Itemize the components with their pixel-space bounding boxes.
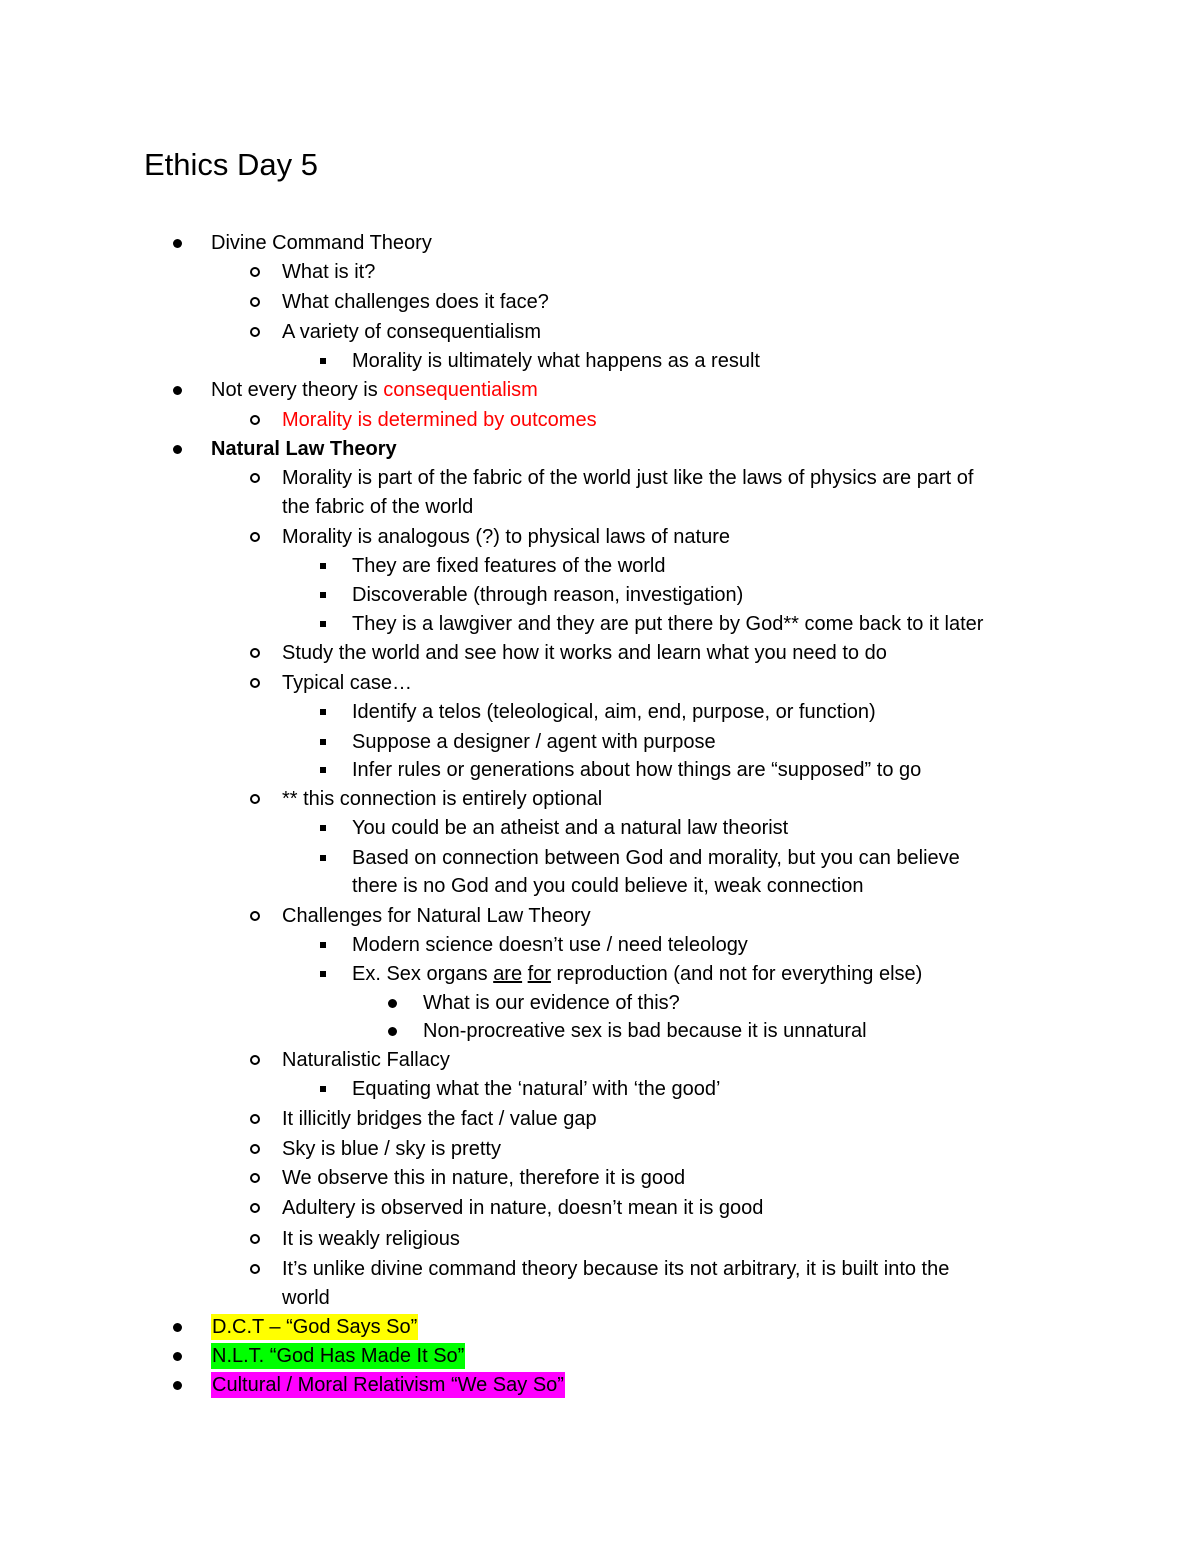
text-run: Discoverable (through reason, investigation)	[352, 584, 744, 606]
text-run: Based on connection between God and morality, but you can believe	[352, 847, 960, 869]
circle-bullet-icon	[250, 1264, 260, 1274]
text-run: are	[493, 963, 523, 985]
outline-item-level-2	[282, 1106, 597, 1132]
outline-item-level-3	[352, 961, 922, 987]
square-bullet-icon	[320, 621, 326, 627]
outline-item-level-3	[352, 582, 743, 608]
disc-bullet-icon	[173, 1381, 182, 1390]
text-run: It illicitly bridges the fact / value gap	[282, 1108, 597, 1130]
outline-item-level-2	[282, 1226, 460, 1252]
text-run: there is no God and you could believe it, weak connection	[352, 875, 864, 897]
square-bullet-icon	[320, 1086, 326, 1092]
outline-item-level-2	[282, 259, 375, 285]
disc-bullet-icon	[173, 239, 182, 248]
highlighted-summary: N.L.T. “God Has Made It So”	[212, 1345, 465, 1367]
outline-item-level-2	[282, 1136, 501, 1162]
disc-bullet-icon	[173, 1352, 182, 1361]
outline-item-level-4	[423, 990, 680, 1016]
text-run: Infer rules or generations about how things are “supposed” to go	[352, 759, 922, 781]
text-run: Naturalistic Fallacy	[282, 1049, 450, 1071]
disc-bullet-icon	[388, 1027, 397, 1036]
text-run: consequentialism	[383, 379, 538, 401]
outline-item-level-2	[282, 465, 973, 491]
outline-item-level-2	[282, 1256, 949, 1282]
outline-item-level-1	[211, 377, 538, 403]
text-run: They is a lawgiver and they are put there by God** come back to it later	[352, 613, 984, 635]
text-run: Non-procreative sex is bad because it is unnatural	[423, 1020, 867, 1042]
text-run: for	[527, 963, 551, 985]
outline-item-level-1	[211, 1314, 418, 1340]
text-run: the fabric of the world	[282, 496, 474, 518]
text-run: A variety of consequentialism	[282, 321, 542, 343]
outline-item-level-3	[352, 932, 748, 958]
circle-bullet-icon	[250, 1144, 260, 1154]
outline-item-level-3	[352, 757, 921, 783]
square-bullet-icon	[320, 709, 326, 715]
text-run: Morality is ultimately what happens as a result	[352, 350, 760, 372]
text-run: What challenges does it face?	[282, 291, 549, 313]
outline-item-level-2	[282, 786, 602, 812]
circle-bullet-icon	[250, 794, 260, 804]
text-run: Challenges for Natural Law Theory	[282, 905, 591, 927]
text-run: Study the world and see how it works and learn what you need to do	[282, 642, 887, 664]
outline-item-level-2	[282, 524, 730, 550]
text-run: Adultery is observed in nature, doesn’t mean it is good	[282, 1197, 764, 1219]
text-run: Typical case…	[282, 672, 413, 694]
text-run: It’s unlike divine command theory because its not arbitrary, it is built into the	[282, 1258, 950, 1280]
outline-item-level-2	[282, 1165, 685, 1191]
square-bullet-icon	[320, 971, 326, 977]
outline-item-level-1	[211, 1343, 465, 1369]
circle-bullet-icon	[250, 532, 260, 542]
outline-item-continuation	[352, 873, 863, 899]
circle-bullet-icon	[250, 297, 260, 307]
outline-item-level-2	[282, 1047, 450, 1073]
text-run: Equating what the ‘natural’ with ‘the good’	[352, 1078, 721, 1100]
text-run: What is it?	[282, 261, 376, 283]
outline-item-level-3	[352, 815, 788, 841]
disc-bullet-icon	[388, 999, 397, 1008]
square-bullet-icon	[320, 358, 326, 364]
text-run: Sky is blue / sky is pretty	[282, 1138, 501, 1160]
outline-item-level-3	[352, 729, 716, 755]
text-run: Identify a telos (teleological, aim, end, purpose, or function)	[352, 701, 876, 723]
circle-bullet-icon	[250, 267, 260, 277]
outline-item-level-3	[352, 845, 960, 871]
disc-bullet-icon	[173, 445, 182, 454]
circle-bullet-icon	[250, 1173, 260, 1183]
circle-bullet-icon	[250, 678, 260, 688]
text-run: reproduction (and not for everything else)	[551, 963, 923, 985]
text-run: They are fixed features of the world	[352, 555, 666, 577]
square-bullet-icon	[320, 592, 326, 598]
text-run: You could be an atheist and a natural law theorist	[352, 817, 789, 839]
text-run: Suppose a designer / agent with purpose	[352, 731, 716, 753]
square-bullet-icon	[320, 739, 326, 745]
outline-item-level-3	[352, 553, 666, 579]
disc-bullet-icon	[173, 1323, 182, 1332]
circle-bullet-icon	[250, 1114, 260, 1124]
text-run: Divine Command Theory	[211, 232, 432, 254]
outline-item-continuation	[282, 494, 473, 520]
circle-bullet-icon	[250, 1234, 260, 1244]
circle-bullet-icon	[250, 648, 260, 658]
circle-bullet-icon	[250, 473, 260, 483]
outline-item-level-3	[352, 348, 760, 374]
circle-bullet-icon	[250, 1055, 260, 1065]
text-run: What is our evidence of this?	[423, 992, 680, 1014]
outline-item-level-2	[282, 1195, 763, 1221]
square-bullet-icon	[320, 942, 326, 948]
text-run: Modern science doesn’t use / need teleology	[352, 934, 748, 956]
circle-bullet-icon	[250, 327, 260, 337]
outline-item-level-1	[211, 230, 432, 256]
square-bullet-icon	[320, 825, 326, 831]
square-bullet-icon	[320, 563, 326, 569]
highlighted-summary: D.C.T – “God Says So”	[212, 1316, 418, 1338]
outline-item-level-2	[282, 670, 412, 696]
text-run: We observe this in nature, therefore it is good	[282, 1167, 686, 1189]
text-run: Natural Law Theory	[211, 438, 397, 460]
outline-item-level-1	[211, 436, 397, 462]
disc-bullet-icon	[173, 386, 182, 395]
square-bullet-icon	[320, 767, 326, 773]
outline-item-level-2	[282, 289, 549, 315]
outline-item-level-2	[282, 903, 591, 929]
text-run: world	[282, 1287, 330, 1309]
outline-item-continuation	[282, 1285, 330, 1311]
text-run: Morality is part of the fabric of the world just like the laws of physics are part of	[282, 467, 974, 489]
text-run: Morality is analogous (?) to physical laws of nature	[282, 526, 730, 548]
circle-bullet-icon	[250, 1203, 260, 1213]
outline-item-level-2	[282, 319, 541, 345]
text-run: Morality is determined by outcomes	[282, 409, 597, 431]
outline-item-level-2	[282, 407, 597, 433]
text-run: Ex. Sex organs	[352, 963, 494, 985]
outline-item-level-1	[211, 1372, 565, 1398]
outline-item-level-3	[352, 611, 983, 637]
outline-item-level-3	[352, 1076, 720, 1102]
text-run: It is weakly religious	[282, 1228, 460, 1250]
outline-item-level-3	[352, 699, 876, 725]
square-bullet-icon	[320, 855, 326, 861]
outline-item-level-4	[423, 1018, 867, 1044]
circle-bullet-icon	[250, 911, 260, 921]
text-run: ** this connection is entirely optional	[282, 788, 603, 810]
circle-bullet-icon	[250, 415, 260, 425]
highlighted-summary: Cultural / Moral Relativism “We Say So”	[212, 1374, 564, 1396]
document-title: Ethics Day 5	[144, 147, 319, 182]
text-run: Not every theory is	[211, 379, 384, 401]
outline-item-level-2	[282, 640, 887, 666]
